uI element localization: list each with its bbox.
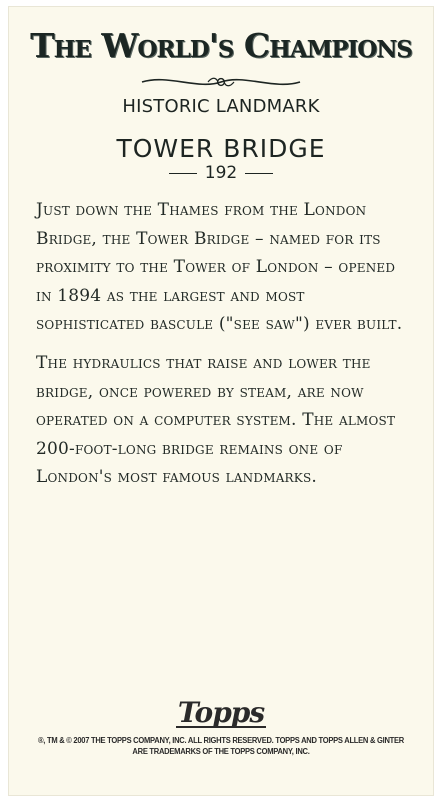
legal-line-1: ®, TM & © 2007 THE TOPPS COMPANY, INC. ALL RIGHTS RESERVED. TOPPS AND TOPPS ALLEN & GINTER bbox=[38, 735, 404, 745]
topps-logo bbox=[8, 696, 434, 729]
category-subtitle: HISTORIC LANDMARK bbox=[122, 96, 320, 117]
card-description bbox=[36, 196, 416, 502]
paragraph-2: The hydraulics that raise and lower the bridge, once powered by steam, are now operated on a computer system. The almost 200-foot-long bridge remains one of London's most famous landmarks. bbox=[36, 352, 396, 488]
series-title: The World's Champions bbox=[30, 26, 412, 65]
card-number-row bbox=[8, 162, 434, 184]
card-number: 192 bbox=[204, 163, 238, 183]
left-rule bbox=[169, 173, 197, 174]
legal-line-2: ARE TRADEMARKS OF THE TOPPS COMPANY, INC. bbox=[132, 746, 310, 756]
right-rule bbox=[245, 173, 273, 174]
landmark-name: TOWER BRIDGE bbox=[116, 134, 326, 163]
flourish-icon bbox=[138, 72, 304, 92]
legal-notice bbox=[34, 735, 409, 757]
logo-text: Topps bbox=[177, 696, 265, 729]
flourish-ornament bbox=[138, 72, 304, 92]
paragraph-1: Just down the Thames from the London Bridge, the Tower Bridge – named for its proximity to the Tower of London – opened in 1894 as the largest and most sophisticated bascule ("see saw") ever built. bbox=[36, 200, 403, 335]
card-back bbox=[8, 6, 434, 796]
